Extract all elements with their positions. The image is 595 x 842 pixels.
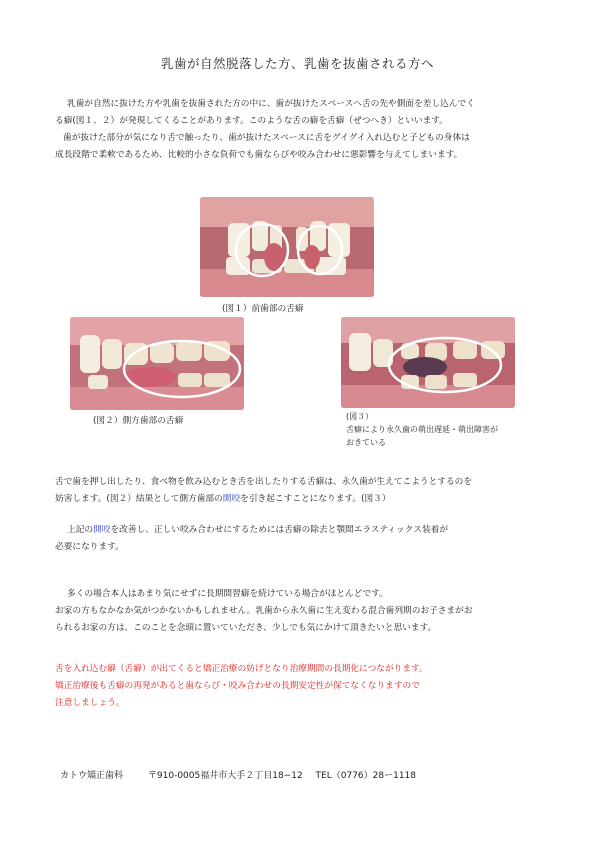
- intro-line-3: 歯が抜けた部分が気になり舌で触ったり、歯が抜けたスペースに舌をグイグイ入れ込むと子どもの身体は: [63, 133, 470, 143]
- intro-line-4: 成長段階で柔軟であるため、比較的小さな負荷でも歯ならびや咬み合わせに悪影響を与えてしまいます。: [55, 150, 463, 160]
- para4-line-3: られるお家の方は、このことを念頭に置いていただき、少しでも気にかけて頂きたいと思います。: [55, 623, 437, 633]
- open-bite-term: 開咬: [93, 525, 111, 535]
- paragraph-3: [55, 522, 545, 556]
- para2-line-1: 舌で歯を押し出したり、食べ物を飲み込むとき舌を出したりする舌癖は、永久歯が生えてこようとするのを: [55, 477, 472, 487]
- figure-3-caption-line-2: 舌癖により永久歯の萌出遅延・萌出障害が: [346, 425, 498, 434]
- clinic-address: 〒910-0005福井市大手２丁目18−12: [147, 771, 303, 781]
- page-title: 乳歯が自然脱落した方、乳歯を抜歯される方へ: [160, 56, 434, 71]
- figure-3-caption: [346, 410, 498, 449]
- figure-2-photo: [70, 317, 244, 410]
- figure-1-caption: (図１）前歯部の舌癖: [222, 304, 304, 314]
- figure-3-caption-line-1: (図３）: [346, 412, 374, 421]
- paragraph-4: [55, 586, 545, 637]
- para4-line-1: 多くの場合本人はあまり気にせずに長期間習癖を続けている場合がほとんどです。: [67, 589, 388, 599]
- figure-3-photo: [341, 317, 515, 408]
- intro-line-2: る癖(図１、２）が発現してくることがあります。このような舌の癖を舌癖（ぜつへき）といいます。: [55, 116, 448, 126]
- para2-text-a: 妨害します。(図２）結果として側方歯部の: [55, 494, 223, 504]
- para3-line-2: 必要になります。: [55, 542, 124, 552]
- paragraph-2: [55, 474, 545, 508]
- warning-paragraph: [55, 661, 545, 712]
- figure-1-photo: [200, 197, 374, 297]
- intro-line-1: 乳歯が自然に抜けた方や乳歯を抜歯された方の中に、歯が抜けたスペースへ舌の先や側面を差し込んでく: [67, 99, 475, 109]
- para3-text-c: を改善し、正しい咬み合わせにするためには舌癖の除去と顎間エラスティックス装着が: [110, 525, 449, 535]
- figure-2-caption: (図２）側方歯部の舌癖: [93, 416, 184, 426]
- para3-line-1: [55, 522, 545, 539]
- footer: [60, 768, 416, 781]
- para2-line-2: [55, 491, 545, 508]
- para2-text-c: を引き起こすことになります。(図３）: [240, 494, 391, 504]
- warning-line-2: 矯正治療後も舌癖の再発があると歯ならび・咬み合わせの長期安定性が保てなくなりますので: [55, 681, 420, 691]
- warning-line-3: 注意しましょう。: [55, 698, 125, 708]
- warning-line-1: 舌を入れ込む癖（舌癖）が出てくると矯正治療の妨げとなり治療期間の長期化につながります。: [55, 664, 428, 674]
- intro-paragraph: [55, 96, 545, 164]
- para4-line-2: お家の方もなかなか気がつかないかもしれません。乳歯から永久歯に生え変わる混合歯列期のお子さまがお: [55, 606, 473, 616]
- figure-3-caption-line-3: おきている: [346, 438, 386, 447]
- clinic-name: カトウ矯正歯科: [60, 771, 124, 781]
- clinic-phone: TEL（0776）28ー1118: [315, 771, 417, 781]
- open-bite-term: 開咬: [222, 494, 241, 504]
- para3-text-a: 上記の: [67, 525, 94, 535]
